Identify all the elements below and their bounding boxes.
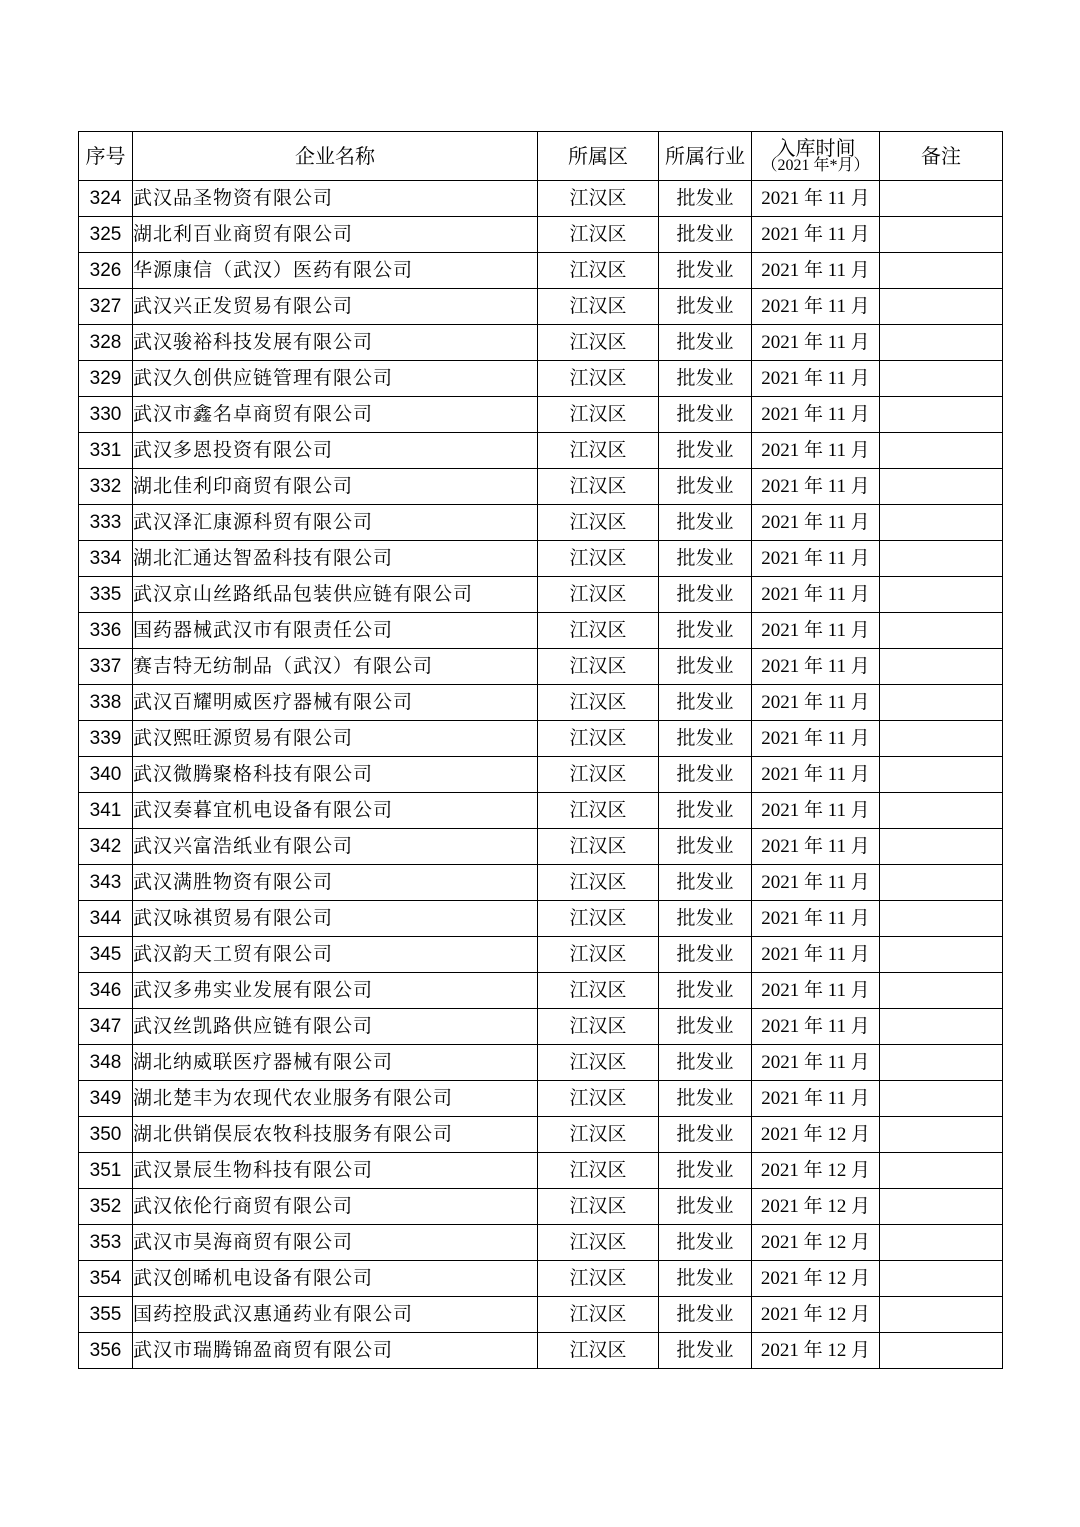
cell-note [880, 1009, 1003, 1045]
cell-industry: 批发业 [659, 541, 752, 577]
header-time-main: 入库时间 [775, 136, 856, 160]
cell-industry: 批发业 [659, 721, 752, 757]
cell-company-name: 武汉韵天工贸有限公司 [133, 937, 538, 973]
cell-company-name: 武汉丝凯路供应链有限公司 [133, 1009, 538, 1045]
cell-date: 2021 年 11 月 [752, 1081, 880, 1117]
cell-industry: 批发业 [659, 361, 752, 397]
cell-company-name: 武汉市昊海商贸有限公司 [133, 1225, 538, 1261]
cell-date: 2021 年 11 月 [752, 901, 880, 937]
cell-industry: 批发业 [659, 253, 752, 289]
cell-company-name: 武汉多弗实业发展有限公司 [133, 973, 538, 1009]
cell-industry: 批发业 [659, 937, 752, 973]
cell-date: 2021 年 11 月 [752, 469, 880, 505]
cell-note [880, 253, 1003, 289]
cell-district: 江汉区 [538, 793, 659, 829]
cell-no: 352 [79, 1189, 133, 1225]
table-row [79, 217, 1003, 253]
table-row [79, 577, 1003, 613]
cell-district: 江汉区 [538, 685, 659, 721]
cell-no: 335 [79, 577, 133, 613]
cell-note [880, 1117, 1003, 1153]
cell-district: 江汉区 [538, 433, 659, 469]
cell-note [880, 1189, 1003, 1225]
cell-no: 327 [79, 289, 133, 325]
cell-date: 2021 年 11 月 [752, 217, 880, 253]
cell-no: 325 [79, 217, 133, 253]
cell-company-name: 国药器械武汉市有限责任公司 [133, 613, 538, 649]
cell-date: 2021 年 11 月 [752, 541, 880, 577]
header-district: 所属区 [538, 132, 659, 181]
cell-company-name: 武汉市瑞腾锦盈商贸有限公司 [133, 1333, 538, 1369]
cell-company-name: 武汉满胜物资有限公司 [133, 865, 538, 901]
cell-company-name: 武汉微腾聚格科技有限公司 [133, 757, 538, 793]
cell-company-name: 湖北佳利印商贸有限公司 [133, 469, 538, 505]
cell-note [880, 1081, 1003, 1117]
cell-company-name: 武汉泽汇康源科贸有限公司 [133, 505, 538, 541]
cell-industry: 批发业 [659, 901, 752, 937]
header-no: 序号 [79, 132, 133, 181]
table-row [79, 253, 1003, 289]
cell-date: 2021 年 11 月 [752, 721, 880, 757]
cell-note [880, 685, 1003, 721]
cell-district: 江汉区 [538, 937, 659, 973]
cell-district: 江汉区 [538, 757, 659, 793]
header-time-sub: （2021 年*月） [761, 157, 870, 174]
cell-district: 江汉区 [538, 469, 659, 505]
table-row [79, 397, 1003, 433]
cell-date: 2021 年 11 月 [752, 649, 880, 685]
cell-no: 356 [79, 1333, 133, 1369]
cell-district: 江汉区 [538, 1045, 659, 1081]
cell-district: 江汉区 [538, 253, 659, 289]
cell-date: 2021 年 12 月 [752, 1189, 880, 1225]
table-row [79, 433, 1003, 469]
cell-company-name: 华源康信（武汉）医药有限公司 [133, 253, 538, 289]
table-row [79, 1261, 1003, 1297]
table-row [79, 289, 1003, 325]
cell-date: 2021 年 11 月 [752, 577, 880, 613]
cell-company-name: 武汉兴富浩纸业有限公司 [133, 829, 538, 865]
cell-company-name: 武汉久创供应链管理有限公司 [133, 361, 538, 397]
cell-no: 349 [79, 1081, 133, 1117]
cell-date: 2021 年 11 月 [752, 1009, 880, 1045]
cell-date: 2021 年 12 月 [752, 1117, 880, 1153]
cell-no: 354 [79, 1261, 133, 1297]
cell-district: 江汉区 [538, 289, 659, 325]
cell-industry: 批发业 [659, 613, 752, 649]
cell-no: 355 [79, 1297, 133, 1333]
cell-date: 2021 年 12 月 [752, 1153, 880, 1189]
cell-date: 2021 年 11 月 [752, 433, 880, 469]
cell-industry: 批发业 [659, 181, 752, 217]
cell-note [880, 397, 1003, 433]
cell-no: 346 [79, 973, 133, 1009]
table-row [79, 1045, 1003, 1081]
cell-note [880, 361, 1003, 397]
cell-district: 江汉区 [538, 901, 659, 937]
cell-date: 2021 年 11 月 [752, 397, 880, 433]
cell-industry: 批发业 [659, 469, 752, 505]
cell-district: 江汉区 [538, 325, 659, 361]
cell-industry: 批发业 [659, 433, 752, 469]
cell-company-name: 武汉市鑫名卓商贸有限公司 [133, 397, 538, 433]
cell-district: 江汉区 [538, 1189, 659, 1225]
table-row [79, 1009, 1003, 1045]
cell-no: 353 [79, 1225, 133, 1261]
cell-date: 2021 年 11 月 [752, 685, 880, 721]
cell-industry: 批发业 [659, 649, 752, 685]
cell-date: 2021 年 11 月 [752, 253, 880, 289]
cell-company-name: 武汉创晞机电设备有限公司 [133, 1261, 538, 1297]
cell-no: 341 [79, 793, 133, 829]
cell-industry: 批发业 [659, 289, 752, 325]
cell-company-name: 武汉咏祺贸易有限公司 [133, 901, 538, 937]
cell-note [880, 937, 1003, 973]
cell-company-name: 湖北利百业商贸有限公司 [133, 217, 538, 253]
cell-date: 2021 年 12 月 [752, 1225, 880, 1261]
cell-note [880, 829, 1003, 865]
cell-no: 338 [79, 685, 133, 721]
cell-note [880, 505, 1003, 541]
cell-industry: 批发业 [659, 973, 752, 1009]
cell-company-name: 湖北供销俣辰农牧科技服务有限公司 [133, 1117, 538, 1153]
cell-date: 2021 年 12 月 [752, 1333, 880, 1369]
cell-note [880, 577, 1003, 613]
cell-company-name: 武汉景辰生物科技有限公司 [133, 1153, 538, 1189]
cell-industry: 批发业 [659, 577, 752, 613]
cell-note [880, 433, 1003, 469]
table-row [79, 721, 1003, 757]
cell-industry: 批发业 [659, 1009, 752, 1045]
cell-no: 342 [79, 829, 133, 865]
cell-note [880, 1333, 1003, 1369]
cell-district: 江汉区 [538, 829, 659, 865]
cell-note [880, 181, 1003, 217]
cell-district: 江汉区 [538, 217, 659, 253]
cell-district: 江汉区 [538, 1225, 659, 1261]
cell-district: 江汉区 [538, 505, 659, 541]
cell-note [880, 1045, 1003, 1081]
cell-no: 344 [79, 901, 133, 937]
cell-district: 江汉区 [538, 181, 659, 217]
cell-district: 江汉区 [538, 577, 659, 613]
cell-industry: 批发业 [659, 1297, 752, 1333]
cell-district: 江汉区 [538, 397, 659, 433]
cell-industry: 批发业 [659, 1117, 752, 1153]
cell-date: 2021 年 11 月 [752, 973, 880, 1009]
cell-district: 江汉区 [538, 649, 659, 685]
cell-company-name: 武汉依伦行商贸有限公司 [133, 1189, 538, 1225]
cell-note [880, 1225, 1003, 1261]
cell-district: 江汉区 [538, 721, 659, 757]
table-row [79, 1153, 1003, 1189]
cell-company-name: 湖北汇通达智盈科技有限公司 [133, 541, 538, 577]
cell-note [880, 325, 1003, 361]
cell-date: 2021 年 12 月 [752, 1261, 880, 1297]
table-row [79, 1117, 1003, 1153]
cell-date: 2021 年 11 月 [752, 829, 880, 865]
table-row [79, 505, 1003, 541]
cell-no: 326 [79, 253, 133, 289]
cell-no: 350 [79, 1117, 133, 1153]
cell-date: 2021 年 11 月 [752, 757, 880, 793]
table-row [79, 865, 1003, 901]
cell-no: 339 [79, 721, 133, 757]
table-row [79, 1189, 1003, 1225]
cell-company-name: 武汉奏暮宜机电设备有限公司 [133, 793, 538, 829]
cell-date: 2021 年 12 月 [752, 1297, 880, 1333]
cell-no: 347 [79, 1009, 133, 1045]
table-row [79, 1225, 1003, 1261]
table-row [79, 757, 1003, 793]
header-name: 企业名称 [133, 132, 538, 181]
cell-no: 336 [79, 613, 133, 649]
cell-company-name: 湖北纳威联医疗器械有限公司 [133, 1045, 538, 1081]
table-row [79, 1333, 1003, 1369]
table-row [79, 1297, 1003, 1333]
cell-note [880, 721, 1003, 757]
cell-no: 331 [79, 433, 133, 469]
cell-company-name: 武汉京山丝路纸品包装供应链有限公司 [133, 577, 538, 613]
cell-district: 江汉区 [538, 1009, 659, 1045]
cell-company-name: 武汉熙旺源贸易有限公司 [133, 721, 538, 757]
cell-note [880, 901, 1003, 937]
table-row [79, 361, 1003, 397]
cell-note [880, 469, 1003, 505]
cell-note [880, 613, 1003, 649]
cell-date: 2021 年 11 月 [752, 289, 880, 325]
cell-industry: 批发业 [659, 217, 752, 253]
cell-date: 2021 年 11 月 [752, 1045, 880, 1081]
cell-no: 329 [79, 361, 133, 397]
cell-no: 328 [79, 325, 133, 361]
enterprise-table [78, 131, 1003, 1369]
table-row [79, 613, 1003, 649]
cell-industry: 批发业 [659, 1153, 752, 1189]
cell-no: 324 [79, 181, 133, 217]
cell-date: 2021 年 11 月 [752, 325, 880, 361]
header-note: 备注 [880, 132, 1003, 181]
table-row [79, 1081, 1003, 1117]
cell-district: 江汉区 [538, 1117, 659, 1153]
cell-date: 2021 年 11 月 [752, 793, 880, 829]
cell-company-name: 湖北楚丰为农现代农业服务有限公司 [133, 1081, 538, 1117]
cell-district: 江汉区 [538, 613, 659, 649]
cell-no: 345 [79, 937, 133, 973]
cell-note [880, 865, 1003, 901]
cell-no: 348 [79, 1045, 133, 1081]
cell-district: 江汉区 [538, 361, 659, 397]
cell-company-name: 武汉多恩投资有限公司 [133, 433, 538, 469]
cell-note [880, 1297, 1003, 1333]
cell-no: 333 [79, 505, 133, 541]
cell-company-name: 武汉骏裕科技发展有限公司 [133, 325, 538, 361]
cell-no: 343 [79, 865, 133, 901]
cell-date: 2021 年 11 月 [752, 181, 880, 217]
table-row [79, 685, 1003, 721]
cell-company-name: 国药控股武汉惠通药业有限公司 [133, 1297, 538, 1333]
table-row [79, 793, 1003, 829]
cell-note [880, 1261, 1003, 1297]
cell-industry: 批发业 [659, 1189, 752, 1225]
cell-note [880, 649, 1003, 685]
cell-industry: 批发业 [659, 829, 752, 865]
cell-company-name: 武汉百耀明威医疗器械有限公司 [133, 685, 538, 721]
cell-district: 江汉区 [538, 1153, 659, 1189]
cell-note [880, 289, 1003, 325]
cell-industry: 批发业 [659, 1225, 752, 1261]
cell-no: 340 [79, 757, 133, 793]
cell-industry: 批发业 [659, 1333, 752, 1369]
cell-district: 江汉区 [538, 1297, 659, 1333]
table-row [79, 181, 1003, 217]
cell-date: 2021 年 11 月 [752, 865, 880, 901]
cell-no: 330 [79, 397, 133, 433]
cell-note [880, 757, 1003, 793]
table-row [79, 649, 1003, 685]
cell-industry: 批发业 [659, 793, 752, 829]
cell-note [880, 541, 1003, 577]
cell-company-name: 赛吉特无纺制品（武汉）有限公司 [133, 649, 538, 685]
cell-company-name: 武汉兴正发贸易有限公司 [133, 289, 538, 325]
cell-note [880, 217, 1003, 253]
cell-district: 江汉区 [538, 541, 659, 577]
cell-date: 2021 年 11 月 [752, 361, 880, 397]
table-row [79, 937, 1003, 973]
table-row [79, 829, 1003, 865]
cell-company-name: 武汉品圣物资有限公司 [133, 181, 538, 217]
table-row [79, 973, 1003, 1009]
header-industry: 所属行业 [659, 132, 752, 181]
cell-no: 351 [79, 1153, 133, 1189]
cell-note [880, 793, 1003, 829]
cell-industry: 批发业 [659, 757, 752, 793]
cell-note [880, 1153, 1003, 1189]
header-time [752, 132, 880, 181]
table-header-row [79, 132, 1003, 181]
cell-industry: 批发业 [659, 685, 752, 721]
cell-industry: 批发业 [659, 1045, 752, 1081]
cell-district: 江汉区 [538, 1333, 659, 1369]
cell-industry: 批发业 [659, 325, 752, 361]
cell-industry: 批发业 [659, 505, 752, 541]
cell-district: 江汉区 [538, 1261, 659, 1297]
cell-industry: 批发业 [659, 865, 752, 901]
table-row [79, 541, 1003, 577]
cell-date: 2021 年 11 月 [752, 613, 880, 649]
cell-district: 江汉区 [538, 973, 659, 1009]
table-row [79, 901, 1003, 937]
cell-district: 江汉区 [538, 865, 659, 901]
cell-industry: 批发业 [659, 1261, 752, 1297]
cell-date: 2021 年 11 月 [752, 505, 880, 541]
cell-industry: 批发业 [659, 397, 752, 433]
cell-no: 334 [79, 541, 133, 577]
cell-date: 2021 年 11 月 [752, 937, 880, 973]
cell-note [880, 973, 1003, 1009]
cell-no: 332 [79, 469, 133, 505]
cell-industry: 批发业 [659, 1081, 752, 1117]
table-row [79, 325, 1003, 361]
cell-no: 337 [79, 649, 133, 685]
table-row [79, 469, 1003, 505]
table-body [79, 181, 1003, 1369]
cell-district: 江汉区 [538, 1081, 659, 1117]
